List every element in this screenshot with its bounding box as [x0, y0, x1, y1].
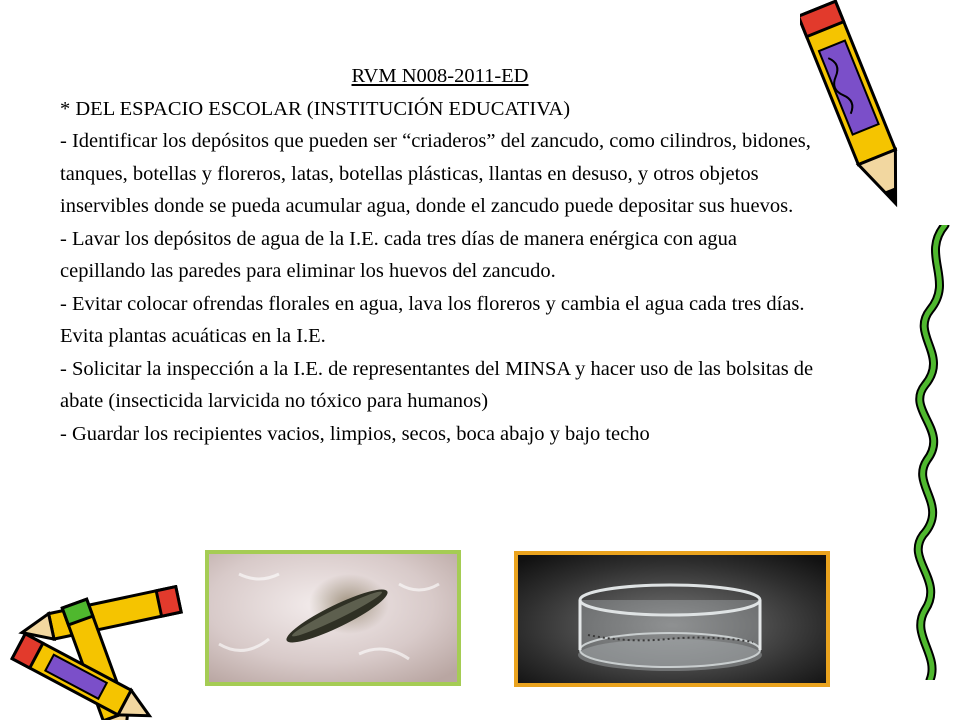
- document-title: RVM N008-2011-ED: [351, 65, 529, 87]
- list-item: - Guardar los recipientes vacios, limpios, secos, boca abajo y bajo techo: [60, 422, 650, 445]
- slide-text: [60, 60, 820, 450]
- section-heading: * DEL ESPACIO ESCOLAR (INSTITUCIÓN EDUCATIVA): [60, 97, 571, 120]
- pencil-icon: [800, 0, 925, 230]
- petri-dish-photo: [514, 551, 830, 687]
- mosquito-egg-photo: [205, 550, 461, 686]
- list-item: - Solicitar la inspección a la I.E. de representantes del MINSA y hacer uso de las bolsitas de abate (insecticida larvicida no tóxico para humanos): [60, 357, 814, 412]
- list-item: - Identificar los depósitos que pueden ser “criaderos” del zancudo, como cilindros, bidones, tanques, botellas y floreros, latas, botellas plásticas, llantas en desuso, y otros objetos inservibles donde se pueda acumular agua, donde el zancudo puede depositar sus huevos.: [60, 130, 811, 217]
- list-item: - Evitar colocar ofrendas florales en agua, lava los floreros y cambia el agua cada tres días. Evita plantas acuáticas en la I.E.: [60, 292, 805, 347]
- squiggle-line-icon: [905, 225, 960, 680]
- pencils-cluster-icon: [0, 585, 195, 720]
- list-item: - Lavar los depósitos de agua de la I.E. cada tres días de manera enérgica con agua cepillando las paredes para eliminar los huevos del zancudo.: [60, 227, 737, 282]
